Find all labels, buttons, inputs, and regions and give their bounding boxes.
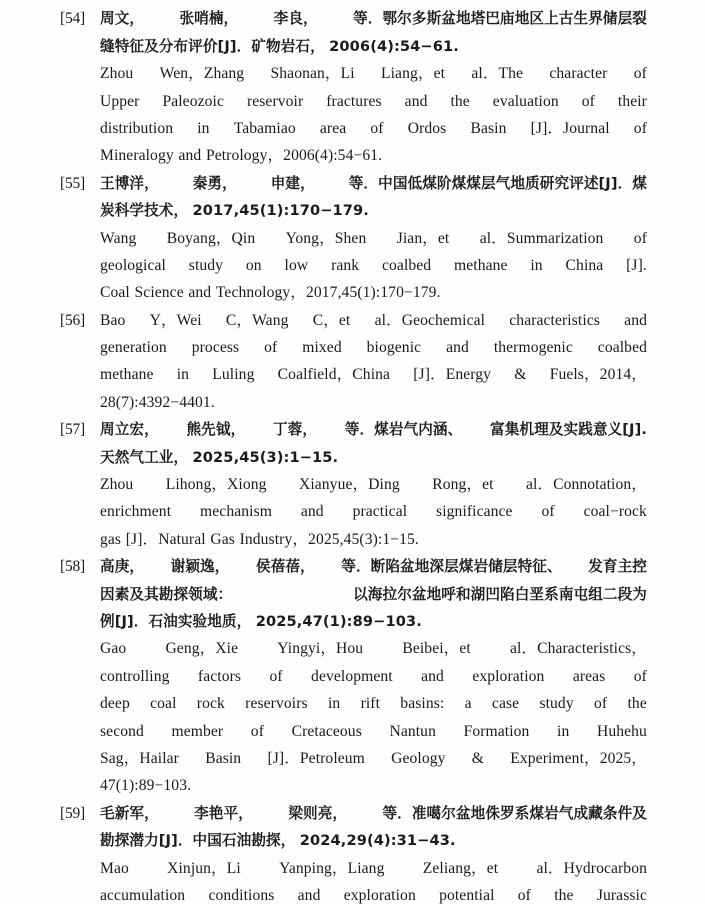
references-list — [60, 0, 647, 909]
reference-line-text — [100, 252, 647, 279]
text-run: al．The — [471, 65, 524, 83]
reference-line-text — [100, 416, 647, 443]
text-run: al．Connotation， — [525, 476, 647, 494]
reference-number: [54] — [60, 10, 86, 28]
text-run: 47(1):89−103. — [100, 777, 192, 795]
reference-line — [100, 389, 647, 416]
text-run: the — [627, 695, 647, 713]
reference-line-text — [100, 800, 647, 827]
text-run: mixed — [302, 339, 342, 357]
text-run: Petrology，2006(4):54−61. — [205, 147, 383, 165]
reference-line — [100, 772, 647, 799]
text-run: Yong，Shen — [285, 229, 367, 247]
reference-line — [100, 526, 647, 553]
text-run: Science — [134, 284, 184, 302]
text-run: 谢颖逸， — [170, 558, 230, 576]
text-run: & — [514, 366, 527, 384]
text-run: enrichment — [100, 503, 172, 521]
text-run: exploration — [472, 667, 545, 685]
reference-line-text — [100, 882, 647, 909]
text-run: Yanping，Liang — [279, 859, 385, 877]
reference-line — [100, 855, 647, 882]
text-run: evaluation — [492, 92, 559, 110]
text-run: geological — [100, 256, 166, 274]
text-run: Mineralogy — [100, 147, 174, 165]
reference-line — [100, 471, 647, 498]
text-run: 秦勇， — [192, 174, 237, 192]
reference-line-text — [100, 225, 647, 252]
text-run: reservoir — [246, 92, 304, 110]
text-run: and — [446, 339, 469, 357]
text-run: in — [176, 366, 190, 384]
reference-line — [100, 252, 647, 279]
reference-line-text — [100, 307, 647, 334]
text-run: [J]. — [626, 256, 647, 274]
text-run: study — [188, 256, 224, 274]
text-run: coal — [150, 695, 177, 713]
reference-line-text — [100, 197, 647, 224]
reference-line-text — [100, 115, 647, 142]
reference-line-text — [100, 745, 647, 772]
reference-line-text — [100, 389, 647, 416]
reference-line-text — [100, 772, 647, 799]
text-run: Yingyi，Hou — [277, 640, 364, 658]
text-run: 周立宏， — [100, 421, 159, 439]
text-run: character — [549, 65, 608, 83]
text-run: and — [624, 311, 647, 329]
text-run: methane — [454, 256, 508, 274]
text-run: 梁则亮， — [288, 804, 348, 822]
text-run: Jian，et — [396, 229, 450, 247]
text-run: Gas — [210, 530, 235, 548]
text-run: Ordos — [407, 119, 447, 137]
text-run: Paleozoic — [162, 92, 224, 110]
text-run: second — [100, 722, 144, 740]
reference-line — [100, 416, 647, 443]
text-run: Lihong，Xiong — [165, 476, 267, 494]
text-run: conditions — [208, 886, 275, 904]
text-run: Basin — [205, 749, 242, 767]
reference-line-text — [100, 581, 647, 608]
reference-line-text — [100, 635, 647, 662]
reference-line — [100, 279, 647, 306]
text-run: Luling — [212, 366, 255, 384]
reference-line-text — [100, 690, 647, 717]
text-run: Wen，Zhang — [159, 65, 245, 83]
text-run: 勘探潜力[J]．中国石油勘探， — [100, 832, 296, 850]
text-run: accumulation — [100, 886, 186, 904]
text-run: 天然气工业， — [100, 448, 189, 466]
text-run: in — [530, 256, 543, 274]
reference-line — [100, 608, 647, 635]
text-run: and — [404, 92, 428, 110]
text-run: characteristics — [509, 311, 600, 329]
text-run: 以海拉尔盆地呼和湖凹陷白垩系南屯组二段为 — [353, 585, 647, 603]
text-run: al．Geochemical — [374, 311, 486, 329]
text-run: Xinjun，Li — [167, 859, 241, 877]
text-run: al．Characteristics， — [509, 640, 647, 658]
text-run: Mao — [100, 859, 129, 877]
reference-number: [55] — [60, 174, 86, 192]
text-run: C，et — [312, 311, 351, 329]
reference-line — [100, 334, 647, 361]
text-run: 2017,45(1):170−179. — [192, 202, 369, 220]
reference-entry — [60, 800, 647, 909]
reference-line-text — [100, 608, 647, 635]
reference-line-text — [100, 142, 647, 169]
text-run: Basin — [470, 119, 507, 137]
reference-line-text — [100, 526, 647, 553]
reference-entry — [60, 307, 647, 417]
reference-line-text — [100, 827, 647, 854]
text-run: 申建， — [270, 174, 315, 192]
text-run: 因素及其勘探领域： — [100, 585, 233, 603]
text-run: Jurassic — [596, 886, 647, 904]
reference-line — [100, 170, 647, 197]
reference-entry — [60, 170, 647, 307]
reference-line-text — [100, 498, 647, 525]
reference-line-text — [100, 33, 647, 60]
text-run: development — [311, 667, 393, 685]
text-run: 发育主控 — [588, 558, 647, 576]
text-run: Beibei，et — [402, 640, 471, 658]
text-run: member — [171, 722, 224, 740]
reference-entry — [60, 553, 647, 800]
text-run: the — [450, 92, 470, 110]
text-run: Sag，Hailar — [100, 749, 179, 767]
text-run: and — [300, 503, 324, 521]
text-run: 侯蓓蓓， — [255, 558, 315, 576]
reference-line — [100, 197, 647, 224]
text-run: biogenic — [366, 339, 422, 357]
text-run: 2025,45(3):1−15. — [192, 448, 339, 466]
text-run: Liang，et — [381, 65, 446, 83]
reference-line — [100, 225, 647, 252]
text-run: Zhou — [100, 65, 134, 83]
text-run: 高庚， — [100, 558, 145, 576]
text-run: [J]．Petroleum — [267, 749, 365, 767]
text-run: practical — [352, 503, 408, 521]
text-run: Fuels，2014， — [549, 366, 647, 384]
text-run: Zeliang，et — [422, 859, 499, 877]
reference-line-text — [100, 444, 647, 471]
text-run: of — [517, 886, 531, 904]
reference-line — [100, 361, 647, 388]
text-run: 李艳平， — [194, 804, 253, 822]
reference-line — [100, 745, 647, 772]
text-run: generation — [100, 339, 167, 357]
reference-line — [100, 690, 647, 717]
text-run: gas — [100, 530, 122, 548]
text-run: [J]．Energy — [413, 366, 492, 384]
text-run: 周文， — [100, 10, 145, 28]
text-run: Xianyue，Ding — [298, 476, 400, 494]
text-run: Bao — [100, 311, 126, 329]
text-run: [J]．Natural — [125, 530, 206, 548]
text-run: 等．煤岩气内涵、 — [344, 421, 463, 439]
text-run: in — [557, 722, 570, 740]
text-run: 2025,47(1):89−103. — [255, 612, 422, 630]
text-run: Industry，2025,45(3):1−15. — [239, 530, 419, 548]
reference-line — [100, 635, 647, 662]
text-run: Technology，2017,45(1):170−179. — [215, 284, 441, 302]
text-run: Shaonan，Li — [270, 65, 355, 83]
text-run: deep — [100, 695, 130, 713]
reference-line — [100, 5, 647, 32]
reference-number: [58] — [60, 558, 86, 576]
text-run: Gao — [100, 640, 127, 658]
text-run: in — [197, 119, 210, 137]
text-run: 李良， — [273, 10, 318, 28]
text-run: thermogenic — [493, 339, 573, 357]
text-run: of — [250, 722, 264, 740]
text-run: of — [264, 339, 278, 357]
text-run: 毛新军， — [100, 804, 159, 822]
text-run: process — [191, 339, 240, 357]
text-run: Geology — [391, 749, 446, 767]
reference-line — [100, 115, 647, 142]
text-run: Rong，et — [432, 476, 494, 494]
text-run: of — [633, 229, 647, 247]
reference-line-text — [100, 855, 647, 882]
text-run: mechanism — [200, 503, 272, 521]
text-run: potential — [439, 886, 495, 904]
text-run: controlling — [100, 667, 170, 685]
text-run: case — [491, 695, 520, 713]
text-run: and — [421, 667, 444, 685]
text-run: of — [370, 119, 384, 137]
text-run: 等．准噶尔盆地侏罗系煤岩气成藏条件及 — [382, 804, 647, 822]
reference-line — [100, 800, 647, 827]
text-run: coalbed — [597, 339, 647, 357]
reference-entry — [60, 5, 647, 169]
text-run: 丁蓉， — [272, 421, 318, 439]
text-run: basins: — [400, 695, 445, 713]
text-run: a — [464, 695, 472, 713]
text-run: Huhehu — [596, 722, 647, 740]
text-run: 等．中国低煤阶煤煤层气地质研究评述[J]．煤 — [348, 174, 647, 192]
text-run: Wang — [100, 229, 137, 247]
text-run: 例[J]．石油实验地质， — [100, 612, 252, 630]
text-run: coal−rock — [583, 503, 647, 521]
text-run: the — [554, 886, 574, 904]
text-run: significance — [436, 503, 513, 521]
text-run: rank — [331, 256, 360, 274]
reference-line — [100, 882, 647, 909]
text-run: Cretaceous — [291, 722, 362, 740]
text-run: 王博洋， — [100, 174, 159, 192]
reference-entry — [60, 416, 647, 553]
text-run: 熊先钺， — [186, 421, 246, 439]
reference-line-text — [100, 718, 647, 745]
text-run: exploration — [343, 886, 416, 904]
text-run: of — [581, 92, 595, 110]
text-run: and — [178, 147, 202, 165]
reference-line — [100, 718, 647, 745]
text-run: low — [284, 256, 309, 274]
reference-line — [100, 307, 647, 334]
reference-line-text — [100, 88, 647, 115]
text-run: methane — [100, 366, 154, 384]
text-run: of — [269, 667, 283, 685]
reference-line — [100, 663, 647, 690]
text-run: area — [319, 119, 347, 137]
text-run: Formation — [463, 722, 530, 740]
text-run: Boyang，Qin — [166, 229, 256, 247]
text-run: areas — [572, 667, 606, 685]
reference-line-text — [100, 279, 647, 306]
text-run: 炭科学技术， — [100, 202, 189, 220]
reference-number: [57] — [60, 421, 86, 439]
text-run: distribution — [100, 119, 174, 137]
reference-line — [100, 60, 647, 87]
text-run: of — [594, 695, 608, 713]
text-run: and — [297, 886, 321, 904]
reference-line — [100, 88, 647, 115]
text-run: al．Summarization — [479, 229, 604, 247]
reference-line — [100, 553, 647, 580]
reference-line-text — [100, 60, 647, 87]
text-run: [J]．Journal — [530, 119, 610, 137]
reference-line-text — [100, 471, 647, 498]
text-run: Geng，Xie — [165, 640, 239, 658]
text-run: in — [327, 695, 341, 713]
reference-number: [56] — [60, 311, 86, 329]
text-run: factors — [197, 667, 242, 685]
reference-line-text — [100, 553, 647, 580]
reference-line — [100, 827, 647, 854]
text-run: China — [565, 256, 604, 274]
text-run: and — [188, 284, 212, 302]
text-run: of — [541, 503, 555, 521]
reference-line — [100, 581, 647, 608]
text-run: 缝特征及分布评价[J]．矿物岩石， — [100, 37, 325, 55]
text-run: Nantun — [389, 722, 436, 740]
reference-line-text — [100, 663, 647, 690]
text-run: of — [633, 119, 647, 137]
text-run: 等．断陷盆地深层煤岩储层特征、 — [341, 558, 562, 576]
text-run: Coalfield，China — [277, 366, 391, 384]
text-run: Upper — [100, 92, 140, 110]
text-run: al．Hydrocarbon — [536, 859, 647, 877]
text-run: of — [633, 667, 647, 685]
text-run: fractures — [326, 92, 382, 110]
reference-line — [100, 33, 647, 60]
text-run: of — [633, 65, 647, 83]
text-run: 等．鄂尔多斯盆地塔巴庙地区上古生界储层裂 — [353, 10, 647, 28]
reference-line — [100, 444, 647, 471]
text-run: Zhou — [100, 476, 134, 494]
text-run: Y，Wei — [149, 311, 202, 329]
text-run: coalbed — [382, 256, 432, 274]
text-run: 张哨楠， — [179, 10, 239, 28]
reference-number: [59] — [60, 804, 86, 822]
reference-line-text — [100, 170, 647, 197]
text-run: reservoirs — [245, 695, 308, 713]
text-run: Tabamiao — [233, 119, 296, 137]
text-run: & — [471, 749, 485, 767]
text-run: 富集机理及实践意义[J]. — [490, 421, 647, 439]
text-run: on — [245, 256, 262, 274]
text-run: their — [617, 92, 647, 110]
reference-line-text — [100, 361, 647, 388]
text-run: C，Wang — [225, 311, 289, 329]
reference-line-text — [100, 5, 647, 32]
text-run: study — [539, 695, 574, 713]
text-run: Experiment，2025， — [510, 749, 647, 767]
reference-line — [100, 142, 647, 169]
text-run: 2006(4):54−61. — [329, 37, 459, 55]
text-run: 2024,29(4):31−43. — [299, 832, 456, 850]
text-run: 28(7):4392−4401. — [100, 393, 215, 411]
reference-line — [100, 498, 647, 525]
reference-line-text — [100, 334, 647, 361]
text-run: rock — [196, 695, 225, 713]
text-run: Coal — [100, 284, 130, 302]
text-run: rift — [360, 695, 381, 713]
